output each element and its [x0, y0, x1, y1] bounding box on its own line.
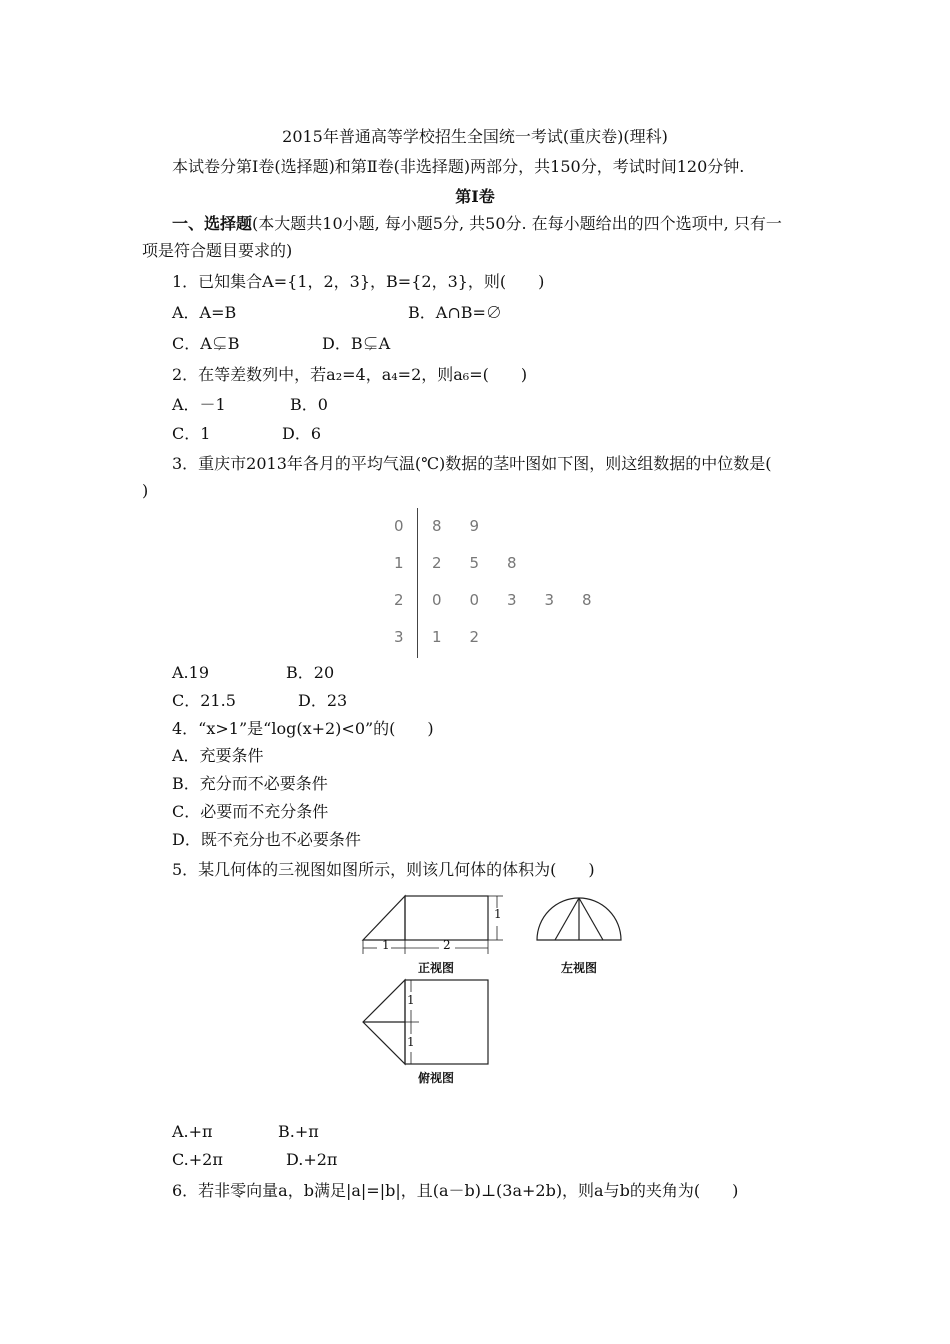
leaf-value: 2	[469, 628, 480, 646]
q2-option-a: A．－1	[172, 395, 226, 414]
q4-option-a: A．充要条件	[172, 746, 264, 765]
q1-option-a: A．A=B	[172, 303, 237, 322]
front-view	[363, 896, 488, 940]
q5-option-c: C.+2π	[172, 1150, 223, 1169]
stem-value: 3	[394, 628, 404, 646]
section1-desc: (本大题共10小题, 每小题5分, 共50分. 在每小题给出的四个选项中, 只有一	[252, 214, 782, 233]
stem-value: 1	[394, 554, 404, 572]
q3-option-b: B．20	[286, 663, 335, 682]
front-width-2-label: 2	[443, 938, 451, 952]
front-width-1-label: 1	[382, 938, 390, 952]
top-lower-1-label: 1	[407, 1035, 415, 1049]
exam-title: 2015年普通高等学校招生全国统一考试(重庆卷)(理科)	[282, 127, 668, 146]
leaf-value: 8	[582, 591, 592, 609]
exam-intro: 本试卷分第Ⅰ卷(选择题)和第Ⅱ卷(非选择题)两部分，共150分，考试时间120分钟.	[172, 157, 745, 176]
leaf-value: 2	[432, 554, 442, 572]
q3-option-c: C．21.5	[172, 691, 236, 710]
left-view-caption: 左视图	[561, 961, 598, 975]
leaf-value: 0	[432, 591, 442, 609]
leaf-value: 9	[469, 517, 480, 535]
q5-stem: 5．某几何体的三视图如图所示，则该几何体的体积为( )	[172, 860, 595, 879]
leaf-value: 3	[544, 591, 555, 609]
q5-option-d: D.+2π	[286, 1150, 338, 1169]
top-view-caption: 俯视图	[418, 1071, 455, 1085]
front-view-caption: 正视图	[418, 961, 455, 975]
top-upper-1-label: 1	[407, 993, 415, 1007]
q1-option-b: B．A∩B=∅	[408, 303, 502, 322]
q1-stem: 1．已知集合A={1，2，3}，B={2，3}，则( )	[172, 272, 545, 291]
section1-line1	[172, 213, 782, 235]
q6-stem: 6．若非零向量a，b满足|a|=|b|，且(a－b)⊥(3a+2b)，则a与b的夹角为( )	[172, 1181, 739, 1200]
q2-stem: 2．在等差数列中，若a₂=4，a₄=2，则a₆=( )	[172, 365, 528, 384]
q1-option-d: D．B⊊A	[322, 334, 391, 353]
q2-option-b: B．0	[290, 395, 328, 414]
stem-value: 0	[394, 517, 404, 535]
leaf-value: 1	[432, 628, 442, 646]
section1-heading: 一、选择题	[172, 214, 253, 233]
top-view	[363, 980, 488, 1064]
leaf-value: 0	[469, 591, 480, 609]
q1-option-c: C．A⊊B	[172, 334, 240, 353]
q4-option-c: C．必要而不充分条件	[172, 802, 329, 821]
stem-value: 2	[394, 591, 404, 609]
left-view	[537, 898, 621, 940]
q5-option-a: A.+π	[172, 1122, 213, 1141]
q4-option-b: B．充分而不必要条件	[172, 774, 328, 793]
q2-option-c: C．1	[172, 424, 211, 443]
q4-option-d: D．既不充分也不必要条件	[172, 830, 361, 849]
q4-stem: 4．“x>1”是“log(x+2)<0”的( )	[172, 719, 434, 738]
leaf-value: 5	[469, 554, 480, 572]
leaf-value: 3	[507, 591, 517, 609]
q5-option-b: B.+π	[278, 1122, 319, 1141]
q3-option-d: D．23	[298, 691, 348, 710]
section1-desc-line2: 项是符合题目要求的)	[142, 241, 293, 260]
leaf-value: 8	[507, 554, 517, 572]
q3-option-a: A.19	[172, 663, 209, 682]
stem-leaf-plot	[380, 508, 620, 658]
leaf-value: 8	[432, 517, 442, 535]
front-height-1-label: 1	[494, 907, 502, 921]
q3-stem-line2: )	[142, 481, 149, 500]
volume-heading: 第Ⅰ卷	[455, 187, 495, 206]
stem-leaf-divider	[417, 508, 418, 658]
q2-option-d: D．6	[282, 424, 322, 443]
q3-stem: 3．重庆市2013年各月的平均气温(℃)数据的茎叶图如下图，则这组数据的中位数是(	[172, 454, 772, 473]
